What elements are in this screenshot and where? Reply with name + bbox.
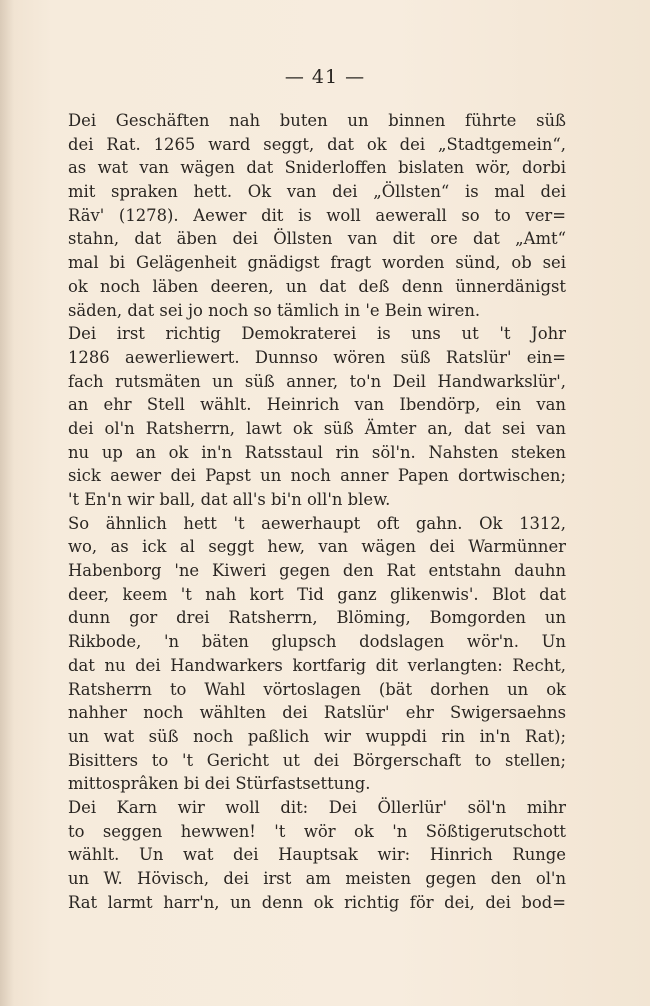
- page-fold-shadow: [0, 0, 14, 1006]
- text-line: Dei Karn wir woll dit: Dei Öllerlür' söl'n mihr: [68, 797, 566, 817]
- text-line: säden, dat sei jo noch so tämlich in 'e Bein wiren.: [68, 300, 481, 320]
- text-line: Dei irst richtig Demokraterei is uns ut 't Johr: [68, 324, 566, 344]
- text-line: ok noch läben deeren, un dat deß denn ünnerdänigst: [68, 276, 566, 296]
- text-line: mittosprâken bi dei Stürfastsettung.: [68, 774, 371, 794]
- text-line: 1286 aewerliewert. Dunnso wören süß Ratslür' ein=: [68, 347, 566, 367]
- text-line: fach rutsmäten un süß anner, to'n Deil Handwarkslür',: [68, 371, 566, 391]
- text-line: nahher noch wählten dei Ratslür' ehr Swigersaehns: [68, 703, 566, 723]
- text-line: 't En'n wir ball, dat all's bi'n oll'n blew.: [68, 490, 391, 509]
- text-line: stahn, dat äben dei Öllsten van dit ore dat „Amt“: [68, 229, 566, 249]
- text-line: to seggen hewwen! 't wör ok 'n Sößtigerutschott: [68, 821, 566, 841]
- text-line: Ratsherrn to Wahl vörtoslagen (bät dorhen un ok: [68, 679, 566, 699]
- text-line: So ähnlich hett 't aewerhaupt oft gahn. Ok 1312,: [68, 513, 566, 533]
- body-text: [68, 109, 566, 914]
- text-line: mal bi Gelägenheit gnädigst fragt worden sünd, ob sei: [68, 253, 566, 273]
- text-line: mit spraken hett. Ok van dei „Öllsten“ is mal dei: [68, 182, 566, 202]
- text-line: dei Rat. 1265 ward seggt, dat ok dei „Stadtgemein“,: [68, 134, 566, 154]
- text-line: dei ol'n Ratsherrn, lawt ok süß Ämter an, dat sei van: [68, 418, 566, 438]
- text-line: Rat larmt harr'n, un denn ok richtig för dei, dei bod=: [68, 892, 566, 912]
- text-line: nu up an ok in'n Ratsstaul rin söl'n. Nahsten steken: [68, 442, 566, 462]
- text-line: deer, keem 't nah kort Tid ganz glikenwis'. Blot dat: [68, 584, 566, 604]
- text-line: as wat van wägen dat Sniderloffen bislaten wör, dorbi: [68, 158, 566, 178]
- text-line: wo, as ick al seggt hew, van wägen dei Warmünner: [68, 537, 566, 557]
- text-line: sick aewer dei Papst un noch anner Papen dortwischen;: [68, 466, 566, 486]
- text-line: dat nu dei Handwarkers kortfarig dit verlangten: Recht,: [68, 655, 566, 675]
- text-line: an ehr Stell wählt. Heinrich van Ibendörp, ein van: [68, 395, 566, 415]
- text-line: dunn gor drei Ratsherrn, Blöming, Bomgorden un: [68, 608, 566, 628]
- page-number-header: — 41 —: [284, 66, 366, 88]
- text-line: un wat süß noch paßlich wir wuppdi rin in'n Rat);: [68, 726, 566, 746]
- text-line: Rikbode, 'n bäten glupsch dodslagen wör'n. Un: [68, 632, 566, 652]
- text-line: wählt. Un wat dei Hauptsak wir: Hinrich Runge: [68, 845, 566, 865]
- text-line: un W. Hövisch, dei irst am meisten gegen den ol'n: [68, 869, 566, 888]
- text-line: Habenborg 'ne Kiweri gegen den Rat entstahn dauhn: [68, 561, 566, 581]
- text-line: Dei Geschäften nah buten un binnen führte süß: [68, 111, 566, 130]
- text-line: Räv' (1278). Aewer dit is woll aewerall so to ver=: [68, 205, 566, 225]
- text-line: Bisitters to 't Gericht ut dei Börgerschaft to stellen;: [68, 750, 566, 770]
